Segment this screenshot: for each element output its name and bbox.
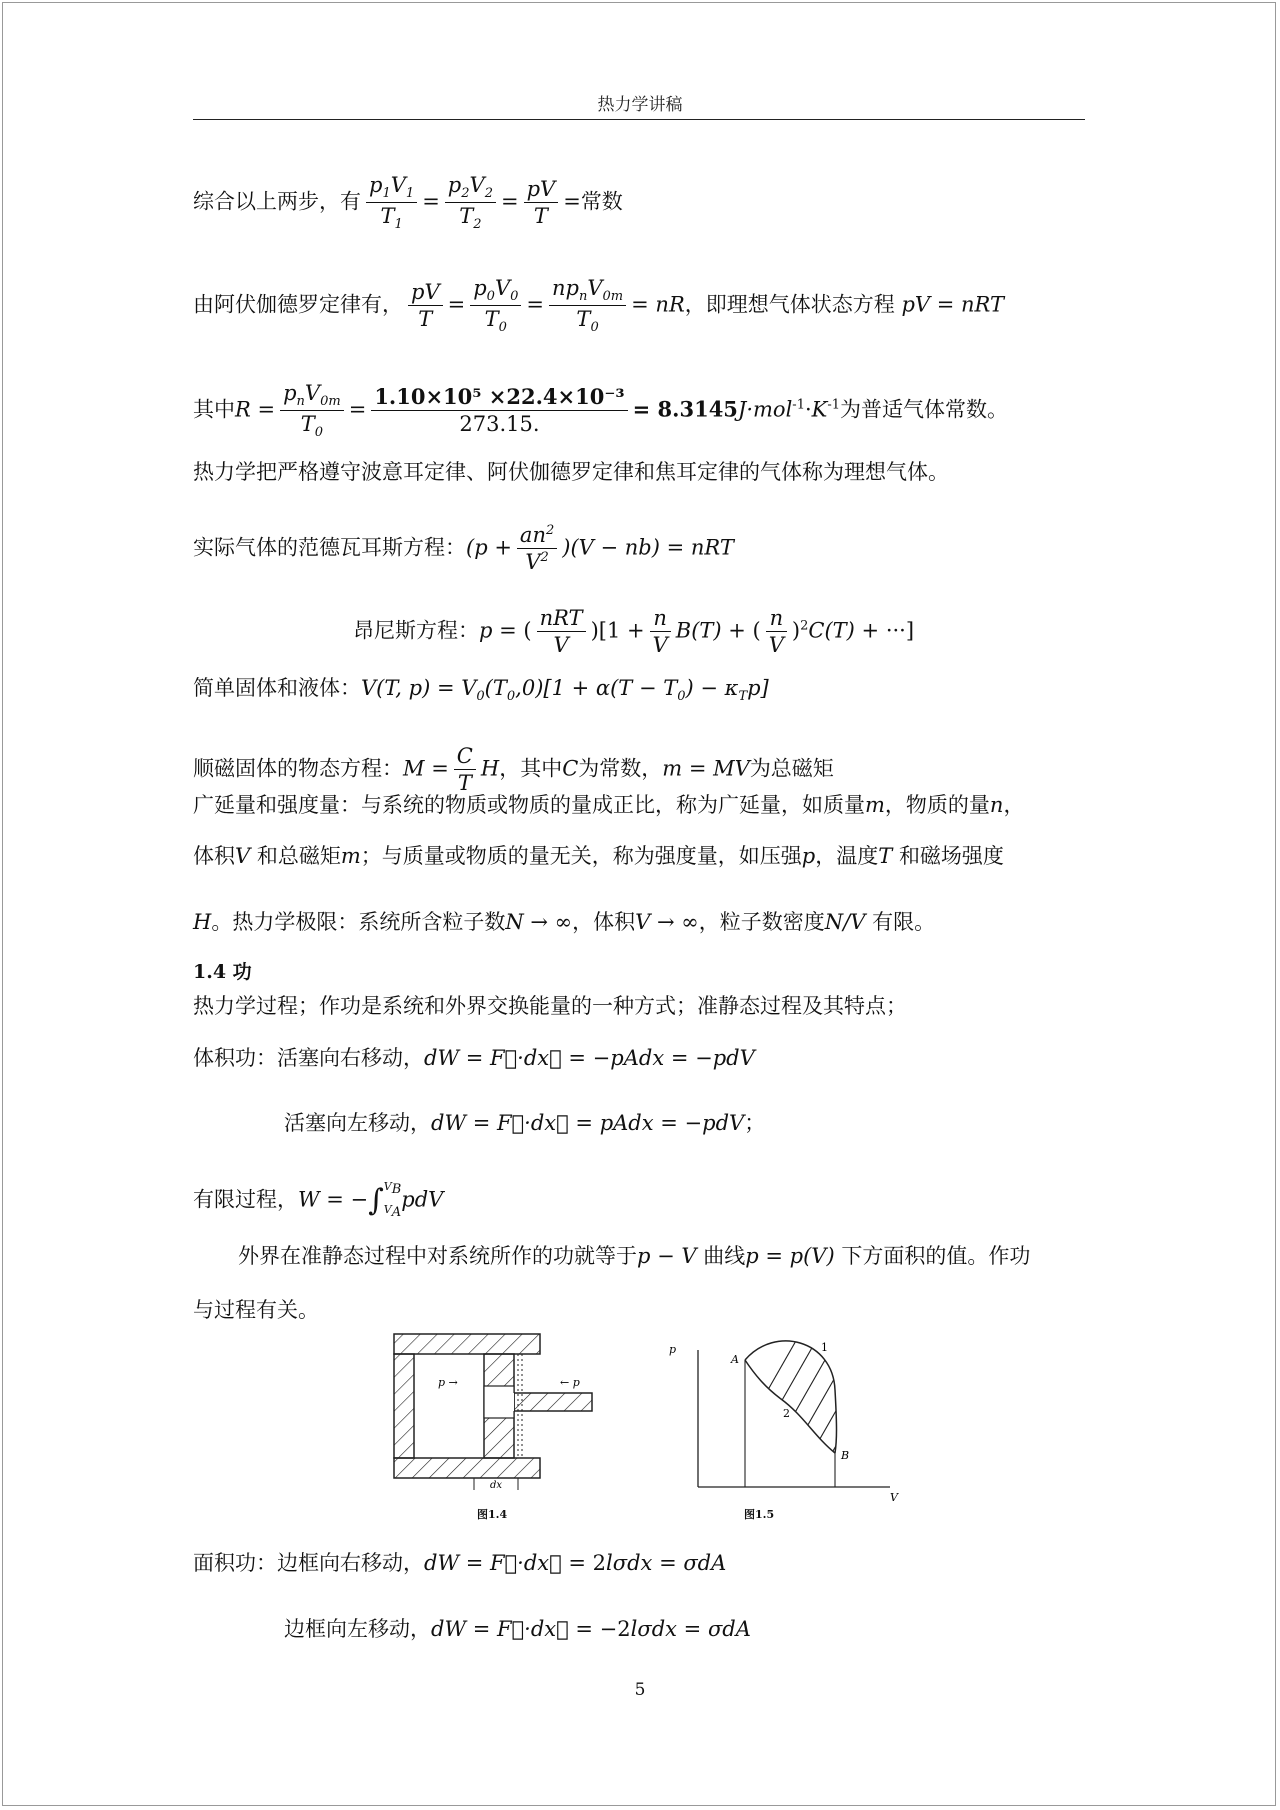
equation-surface-work-right: 面积功：边框向右移动，dW = F⃗·dx⃗ = 2lσdx = σdA	[193, 1551, 727, 1575]
pv-v-axis-label: V	[890, 1491, 898, 1504]
piston-rod	[514, 1393, 592, 1411]
pv-curve-2	[745, 1360, 835, 1453]
pv-point-b-label: B	[841, 1449, 850, 1462]
pv-curve-2-label: 2	[783, 1407, 790, 1420]
header-rule	[193, 119, 1085, 120]
fig4-dx-label: dx	[490, 1480, 503, 1490]
equation-volume-work-right: 体积功：活塞向右移动，dW = F⃗·dx⃗ = −pAdx = −pdV	[193, 1046, 755, 1070]
fig4-pressure-left-label: p →	[438, 1376, 458, 1389]
cylinder-left-wall	[394, 1354, 414, 1458]
pv-curve-1-label: 1	[821, 1341, 828, 1354]
thermodynamic-limit: H。热力学极限：系统所含粒子数N → ∞，体积V → ∞，粒子数密度N/V 有限。	[193, 910, 936, 934]
pv-curve-1	[745, 1341, 837, 1453]
equation-combined-gas-law: 综合以上两步，有 $\frac{p_1V_1}{T_1}$ = $\frac{p_2V_2}{T_2}$ = $\frac{pV}{T}$ =常数	[193, 173, 623, 233]
figure-1-4-caption: 图1.4	[477, 1508, 508, 1521]
extensive-quantities: 广延量和强度量：与系统的物质或物质的量成正比，称为广延量，如质量m，物质的量n，	[193, 793, 1025, 817]
equation-surface-work-left: 边框向左移动，dW = F⃗·dx⃗ = −2lσdx = σdA	[284, 1617, 751, 1641]
ideal-gas-definition: 热力学把严格遵守波意耳定律、阿伏伽德罗定律和焦耳定律的气体称为理想气体。	[193, 460, 949, 484]
equation-finite-process: 有限过程，W = −∫ $V_B$ $V_A$ pdV	[193, 1180, 444, 1221]
equation-volume-work-left: 活塞向左移动，dW = F⃗·dx⃗ = pAdx = −pdV；	[284, 1111, 766, 1135]
cylinder-bottom-wall	[394, 1458, 540, 1478]
equation-van-der-waals: 实际气体的范德瓦耳斯方程：(p + $\frac{an^2}{V^2}$ )(V − nb) = nRT	[193, 523, 734, 575]
process-intro: 热力学过程；作功是系统和外界交换能量的一种方式；准静态过程及其特点；	[193, 994, 907, 1018]
page-number: 5	[634, 1680, 646, 1700]
equation-onnes: 昂尼斯方程：p = ( $\frac{\text{nRT}}{V}$ )[1 + $\frac{n}{V}$ B(T) + ( $\frac{n}{V}$ )$^2$C(T) + ···]	[353, 606, 915, 658]
equation-ideal-gas: 由阿伏伽德罗定律有， $\frac{pV}{T}$ = $\frac{p_0V_0}{T_0}$ = $\frac{np_nV_{0m}}{T_0}$ = nR，即理想气体状态方程 pV = nRT	[193, 276, 1004, 336]
cylinder-top-wall	[394, 1334, 540, 1354]
figure-piston-cylinder	[390, 1330, 610, 1490]
equation-solid-liquid: 简单固体和液体：V(T, $p) = V_0(T_0,0)[1 + \alpha(T - T_0) - \kappa_Tp]$	[193, 676, 769, 705]
pv-p-axis-label: p	[669, 1343, 677, 1356]
equation-paramagnetic: 顺磁固体的物态方程：M = $\frac{C}{T}$ H，其中C为常数，m = MV为总磁矩	[193, 744, 834, 796]
work-area-statement: 外界在准静态过程中对系统所作的功就等于p − V 曲线p = p(V) 下方面积的值。作功	[238, 1244, 1031, 1268]
work-process-dependence: 与过程有关。	[193, 1298, 319, 1322]
figure-pv-diagram	[665, 1335, 905, 1505]
page-border	[2, 2, 1276, 1806]
page-header-title: 热力学讲稿	[597, 95, 683, 115]
intensive-quantities: 体积V 和总磁矩m；与质量或物质的量无关，称为强度量，如压强p，温度T 和磁场强度	[193, 844, 1004, 868]
section-heading-work: 1.4 功	[193, 961, 252, 983]
figure-1-5-caption: 图1.5	[744, 1508, 775, 1521]
equation-gas-constant: 其中R = $\frac{p_nV_{0m}}{T_0}$ = $\frac{\text{1.10×10⁵ ×22.4×10⁻³}}{273.15.}$ = $8.3145J\cdot mol^{-1}\cdot K^{-1}$为普适气体常数。	[193, 381, 1009, 441]
fig4-pressure-right-label: ← p	[560, 1376, 580, 1389]
pv-point-a-label: A	[731, 1353, 739, 1366]
